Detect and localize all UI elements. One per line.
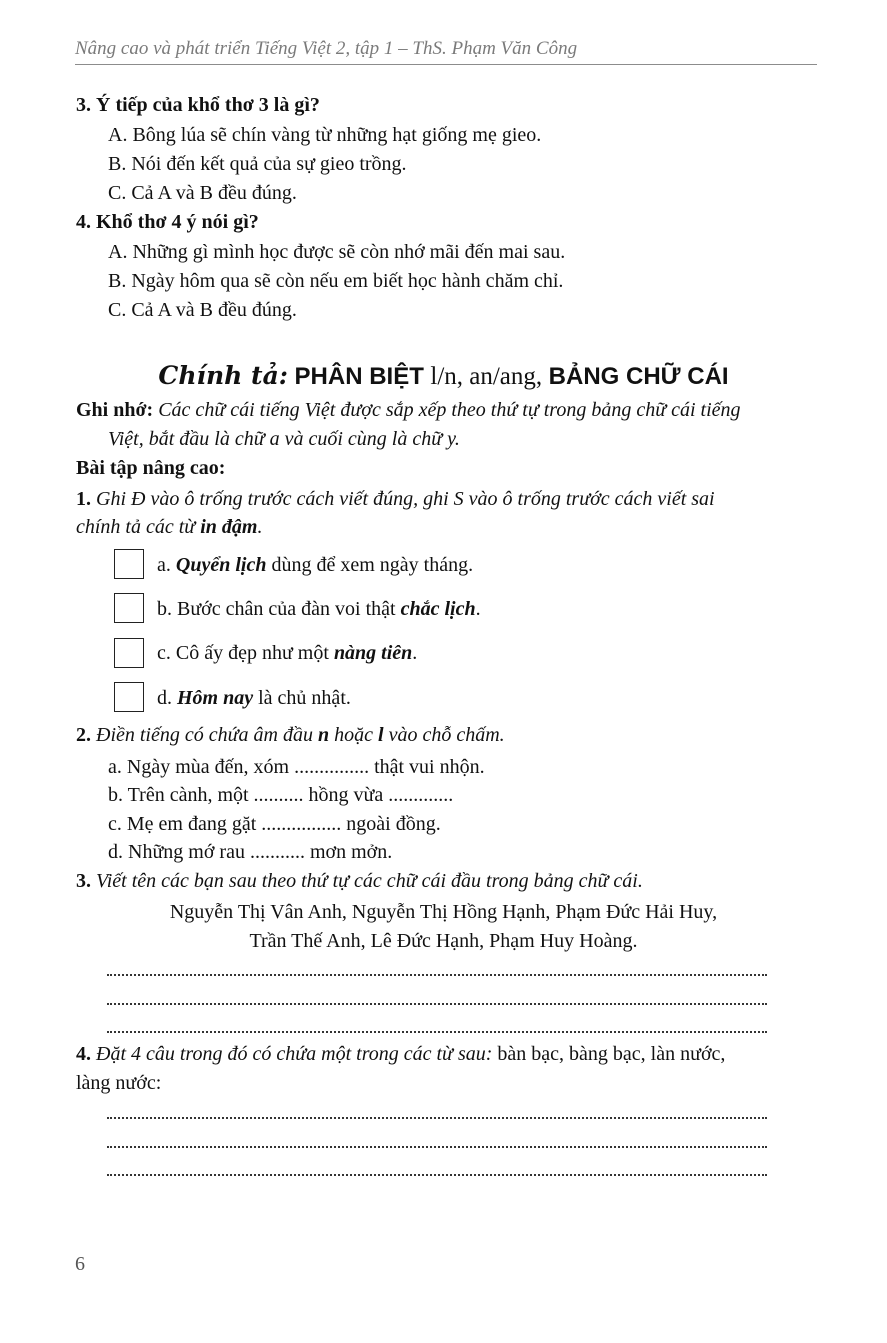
question-3-option-a: A. Bông lúa sẽ chín vàng từ những hạt giống mẹ gieo.: [108, 124, 542, 146]
exercise-2-item-c: c. Mẹ em đang gặt ................ ngoài đồng.: [108, 813, 441, 835]
item-c-pre: c. Cô ấy đẹp như một: [157, 642, 334, 664]
note-text-1: Các chữ cái tiếng Việt được sắp xếp theo thứ tự trong bảng chữ cái tiếng: [158, 399, 741, 421]
question-3-stem: 3. Ý tiếp của khổ thơ 3 là gì?: [76, 94, 320, 116]
exercise-1-prompt-text: Ghi Đ vào ô trống trước cách viết đúng, ghi S vào ô trống trước cách viết sai: [96, 488, 715, 510]
answer-line-3-1[interactable]: [107, 971, 767, 976]
running-header: Nâng cao và phát triển Tiếng Việt 2, tập 1 – ThS. Phạm Văn Công: [75, 38, 817, 65]
exercise-4-prompt: [76, 1042, 725, 1066]
exercise-4-words-cont: làng nước:: [76, 1072, 162, 1094]
section-title-part3: BẢNG CHỮ CÁI: [548, 363, 729, 390]
exercise-1-bold-word: in đậm: [200, 516, 258, 538]
item-a-pre: a.: [157, 554, 176, 576]
exercise-2-prompt: [76, 723, 505, 747]
exercise-4-number: 4.: [76, 1043, 91, 1065]
note-line-2: Việt, bắt đầu là chữ a và cuối cùng là chữ y.: [108, 428, 460, 450]
exercise-3-number: 3.: [76, 870, 91, 892]
exercise-1-item-c: [157, 641, 417, 665]
question-4-option-c: C. Cả A và B đều đúng.: [108, 299, 297, 321]
note-line-1: [76, 398, 741, 422]
answer-line-4-1[interactable]: [107, 1114, 767, 1119]
item-d-pre: d.: [157, 687, 177, 709]
exercise-2-item-d: d. Những mớ rau ........... mơn mởn.: [108, 841, 393, 863]
section-title-part2: l/n, an/ang,: [430, 363, 543, 390]
exercise-2-item-b: b. Trên cành, một .......... hồng vừa .............: [108, 784, 454, 806]
exercise-1-number: 1.: [76, 488, 91, 510]
answer-checkbox-d[interactable]: [114, 682, 144, 712]
question-3-option-b: B. Nói đến kết quả của sự gieo trồng.: [108, 153, 407, 175]
question-3-option-c: C. Cả A và B đều đúng.: [108, 182, 297, 204]
section-title: [0, 360, 887, 393]
exercise-3-prompt-text: Viết tên các bạn sau theo thứ tự các chữ cái đầu trong bảng chữ cái.: [96, 870, 643, 892]
answer-line-4-3[interactable]: [107, 1171, 767, 1176]
item-b-word: chắc lịch: [400, 598, 476, 620]
item-c-word: nàng tiên: [333, 642, 413, 664]
item-b-post: .: [475, 598, 481, 620]
item-b-pre: b. Bước chân của đàn voi thật: [157, 598, 401, 620]
item-d-post: là chủ nhật.: [253, 687, 351, 709]
advanced-exercises-label: Bài tập nâng cao:: [76, 457, 226, 479]
question-4-stem: 4. Khổ thơ 4 ý nói gì?: [76, 211, 259, 233]
answer-checkbox-b[interactable]: [114, 593, 144, 623]
exercise-1-prompt-line-1: [76, 487, 715, 511]
exercise-2-prompt-a: Điền tiếng có chứa âm đầu: [96, 724, 313, 746]
note-label: Ghi nhớ:: [76, 399, 154, 421]
answer-line-3-2[interactable]: [107, 1000, 767, 1005]
exercise-2-letter-n: n: [317, 724, 330, 746]
exercise-1-item-d: [157, 686, 351, 710]
answer-checkbox-a[interactable]: [114, 549, 144, 579]
question-4-option-b: B. Ngày hôm qua sẽ còn nếu em biết học hành chăm chỉ.: [108, 270, 564, 292]
section-title-script: Chính tả:: [158, 361, 289, 390]
exercise-2-prompt-b: hoặc: [334, 724, 373, 746]
exercise-1-item-b: [157, 597, 481, 621]
answer-line-3-3[interactable]: [107, 1028, 767, 1033]
page-number: 6: [75, 1253, 85, 1275]
exercise-1-prompt-text-2: chính tả các từ: [76, 516, 196, 538]
exercise-3-names-line-1: Nguyễn Thị Vân Anh, Nguyễn Thị Hồng Hạnh, Phạm Đức Hải Huy,: [169, 901, 718, 923]
item-d-word: Hôm nay: [177, 687, 254, 709]
exercise-2-item-a: a. Ngày mùa đến, xóm ............... thật vui nhộn.: [108, 756, 485, 778]
exercise-4-prompt-text: Đặt 4 câu trong đó có chứa một trong các từ sau:: [96, 1043, 493, 1065]
answer-line-4-2[interactable]: [107, 1143, 767, 1148]
exercise-2-number: 2.: [76, 724, 91, 746]
section-title-part1: PHÂN BIỆT: [294, 363, 424, 390]
item-c-post: .: [412, 642, 418, 664]
item-a-word: Quyển lịch: [175, 554, 267, 576]
answer-checkbox-c[interactable]: [114, 638, 144, 668]
question-4-option-a: A. Những gì mình học được sẽ còn nhớ mãi đến mai sau.: [108, 241, 566, 263]
exercise-1-period: .: [257, 516, 263, 538]
exercise-1-prompt-line-2: [76, 515, 262, 539]
exercise-2-prompt-c: vào chỗ chấm.: [388, 724, 505, 746]
exercise-3-prompt: [76, 869, 643, 893]
exercise-4-words: bàn bạc, bàng bạc, làn nước,: [497, 1043, 726, 1065]
exercise-1-item-a: [157, 553, 473, 577]
item-a-post: dùng để xem ngày tháng.: [266, 554, 474, 576]
exercise-2-letter-l: l: [378, 724, 384, 746]
exercise-3-names-line-2: Trần Thế Anh, Lê Đức Hạnh, Phạm Huy Hoàng.: [249, 930, 638, 952]
